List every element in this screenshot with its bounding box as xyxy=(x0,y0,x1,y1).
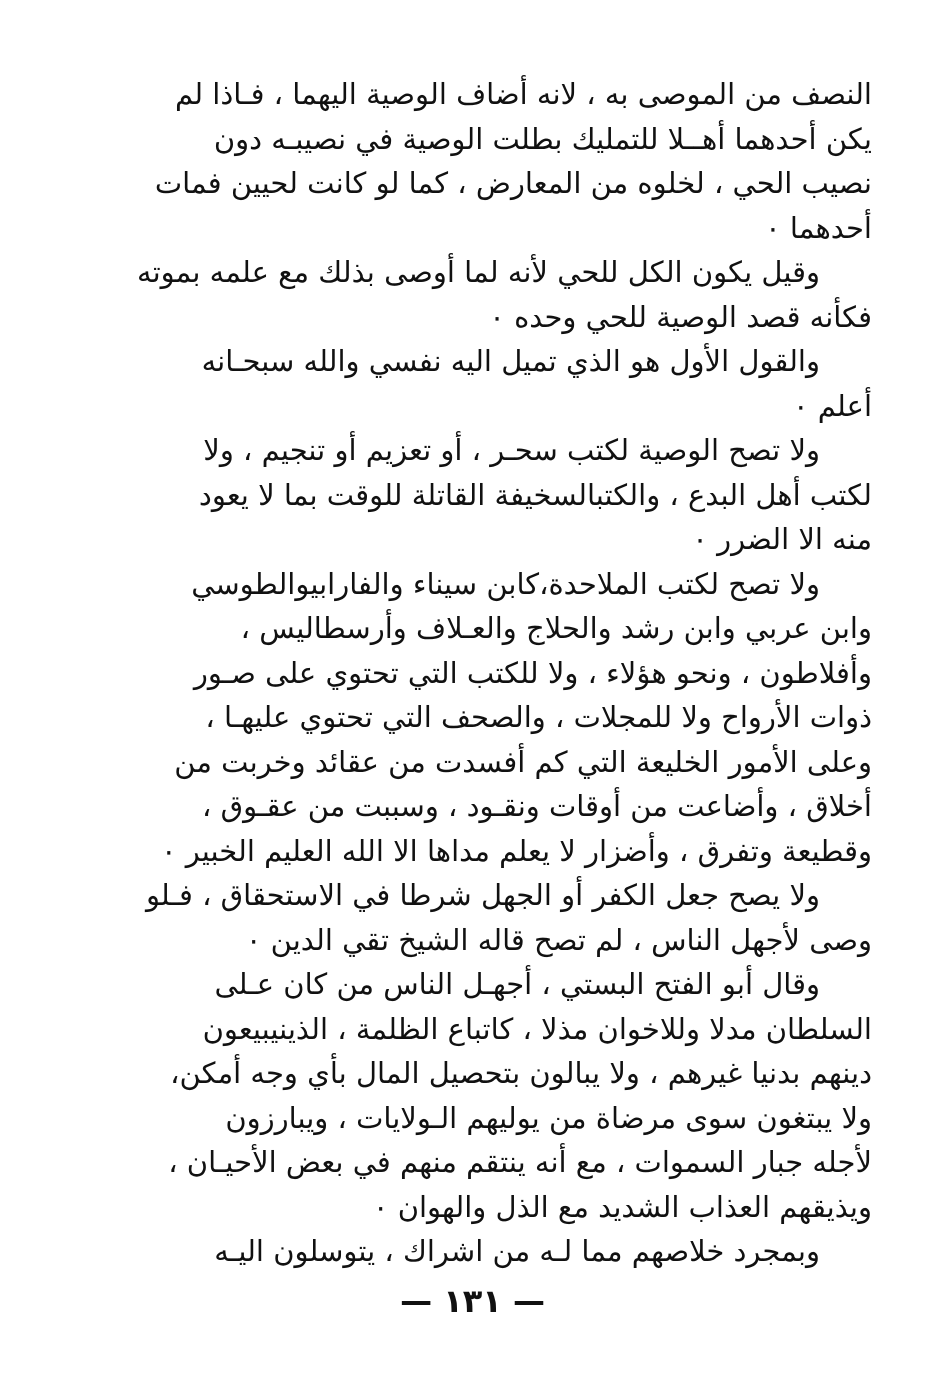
text-line: وأفلاطون ، ونحو هؤلاء ، ولا للكتب التي تحتوي على صـور xyxy=(193,655,872,690)
text-line: وبمجرد خلاصهم مما لـه من اشراك ، يتوسلون اليـه xyxy=(214,1234,820,1268)
text-line: أحدهما ٠ xyxy=(765,210,872,245)
text-line: ذوات الأرواح ولا للمجلات ، والصحف التي تحتوي عليهـا ، xyxy=(205,700,872,734)
text-line: نصيب الحي ، لخلوه من المعارض ، كما لو كانت لحيين فمات xyxy=(154,166,872,200)
text-line: منه الا الضرر ٠ xyxy=(692,522,872,556)
text-line: ولا يبتغون سوى مرضاة من يوليهم الـولايات ، ويبارزون xyxy=(225,1100,872,1135)
text-line: ولا تصح الوصية لكتب سحـر ، أو تعزيم أو تنجيم ، ولا xyxy=(203,433,820,467)
text-line: وعلى الأمور الخليعة التي كم أفسدت من عقائد وخربت من xyxy=(174,744,872,779)
text-line: لكتب أهل البدع ، والكتبالسخيفة القاتلة للوقت بما لا يعود xyxy=(198,477,872,512)
text-line: أخلاق ، وأضاعت من أوقات ونقـود ، وسببت من عقـوق ، xyxy=(201,789,872,823)
page-number: — ١٣١ — xyxy=(400,1282,545,1320)
text-line: يكن أحدهما أهــلا للتمليك بطلت الوصية في نصيبـه دون xyxy=(213,121,872,156)
text-line: وقيل يكون الكل للحي لأنه لما أوصى بذلك مع علمه بموته xyxy=(137,255,820,289)
text-line: لأجله جبار السموات ، مع أنه ينتقم منهم في بعض الأحيـان ، xyxy=(168,1145,872,1179)
body-text xyxy=(120,72,872,1274)
text-line: ويذيقهم العذاب الشديد مع الذل والهوان ٠ xyxy=(372,1189,872,1224)
text-line: وقطيعة وتفرق ، وأضزار لا يعلم مداها الا الله العليم الخبير ٠ xyxy=(160,833,872,868)
text-line: ولا تصح لكتب الملاحدة،كابن سيناء والفارابيوالطوسي xyxy=(191,566,820,601)
text-line: دينهم بدنيا غيرهم ، ولا يبالون بتحصيل المال بأي وجه أمكن، xyxy=(170,1056,872,1090)
text-line: وابن عربي وابن رشد والحلاج والعـلاف وأرسطاليس ، xyxy=(240,611,872,645)
text-line: والقول الأول هو الذي تميل اليه نفسي والله سبحـانه xyxy=(201,344,820,378)
text-line: النصف من الموصى به ، لانه أضاف الوصية اليهما ، فـاذا لم xyxy=(174,77,872,111)
text-line: ولا يصح جعل الكفر أو الجهل شرطا في الاستحقاق ، فـلو xyxy=(145,878,820,912)
text-line: وقال أبو الفتح البستي ، أجهـل الناس من كان عـلى xyxy=(214,967,820,1001)
text-line: أعلم ٠ xyxy=(792,388,872,423)
text-line: السلطان مدلا وللاخوان مذلا ، كاتباع الظلمة ، الذينيبيعون xyxy=(202,1011,872,1046)
text-line: فكأنه قصد الوصية للحي وحده ٠ xyxy=(489,299,872,334)
text-line: وصى لأجهل الناس ، لم تصح قاله الشيخ تقي الدين ٠ xyxy=(245,922,872,957)
